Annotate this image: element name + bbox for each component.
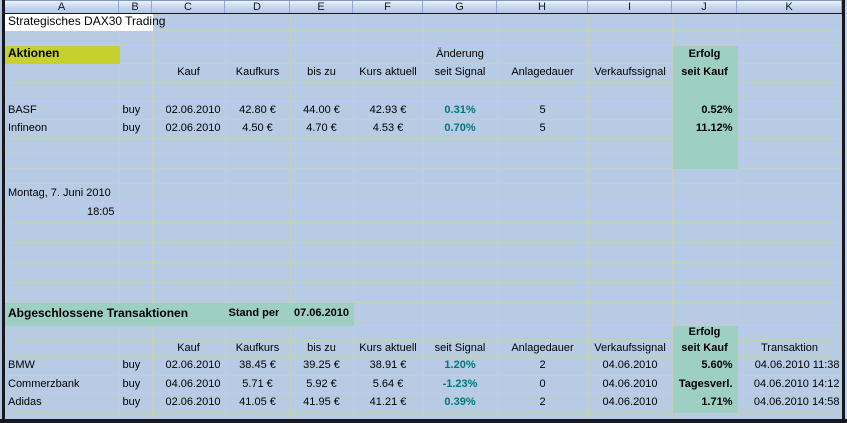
cell-empty[interactable]: [588, 203, 672, 222]
cell-empty[interactable]: [225, 242, 290, 262]
cell-empty[interactable]: [353, 153, 423, 168]
time-row: [5, 203, 842, 222]
cell-empty[interactable]: [353, 168, 423, 183]
cell-empty[interactable]: [152, 325, 225, 340]
cell-empty[interactable]: [152, 412, 225, 419]
table-row-bmw: [5, 356, 842, 375]
table-row-infineon: [5, 119, 842, 138]
cell-bis-zu[interactable]: 41.95 €: [290, 393, 353, 412]
cell-empty[interactable]: [497, 183, 588, 203]
cell-empty[interactable]: [353, 222, 423, 242]
cell-empty[interactable]: [152, 168, 225, 183]
cell-empty[interactable]: [290, 30, 353, 45]
cell-empty[interactable]: [423, 138, 497, 153]
header-anlagedauer[interactable]: Anlagedauer: [497, 63, 588, 82]
cell-kaufkurs[interactable]: 38.45 €: [225, 356, 290, 375]
cell-empty[interactable]: [152, 282, 225, 302]
cell-empty[interactable]: [290, 168, 353, 183]
cell-empty[interactable]: [225, 325, 290, 340]
header-erfolg[interactable]: Erfolg: [672, 45, 737, 63]
cell-stock-name[interactable]: Adidas: [5, 393, 119, 412]
column-header-f[interactable]: F: [353, 1, 423, 13]
row-header-border: [2, 0, 5, 422]
cell-kaufkurs[interactable]: 41.05 €: [225, 393, 290, 412]
cell-empty[interactable]: [225, 412, 290, 419]
cell-erfolg[interactable]: 11.12%: [672, 119, 737, 138]
cell-bis-zu[interactable]: 39.25 €: [290, 356, 353, 375]
cell-empty[interactable]: [225, 153, 290, 168]
cell-empty[interactable]: [119, 325, 152, 340]
cell-kurs-aktuell[interactable]: 4.53 €: [353, 119, 423, 138]
cell-erfolg[interactable]: 0.52%: [672, 101, 737, 119]
cell-empty[interactable]: [497, 412, 588, 419]
cell-current-date[interactable]: Montag, 7. Juni 2010: [5, 183, 119, 203]
cell-empty[interactable]: [737, 183, 842, 203]
column-header-a[interactable]: A: [5, 1, 119, 13]
cell-empty[interactable]: [5, 325, 119, 340]
cell-empty[interactable]: [119, 203, 152, 222]
cell-empty[interactable]: [423, 242, 497, 262]
cell-empty[interactable]: [588, 412, 672, 419]
sheet-bottom-border: [0, 419, 847, 423]
cell-empty[interactable]: [225, 45, 290, 63]
cell-empty[interactable]: [290, 183, 353, 203]
cell-kurs-aktuell[interactable]: 41.21 €: [353, 393, 423, 412]
cell-empty[interactable]: [423, 302, 497, 325]
cell-empty[interactable]: [672, 302, 737, 325]
date-row: [5, 183, 842, 203]
header-bis-zu[interactable]: bis zu: [290, 63, 353, 82]
cell-empty[interactable]: [119, 242, 152, 262]
cell-empty[interactable]: [588, 153, 672, 168]
cell-empty[interactable]: [290, 282, 353, 302]
cell-anlagedauer[interactable]: 2: [497, 356, 588, 375]
cell-empty[interactable]: [737, 203, 842, 222]
cell-empty[interactable]: [225, 82, 290, 101]
cell-empty[interactable]: [225, 30, 290, 45]
cell-empty[interactable]: [497, 168, 588, 183]
header-kurs-aktuell[interactable]: Kurs aktuell: [353, 340, 423, 356]
cell-empty[interactable]: [423, 222, 497, 242]
cell-empty[interactable]: [497, 14, 588, 30]
cell-empty[interactable]: [290, 242, 353, 262]
table-row-basf: [5, 101, 842, 119]
cell-empty[interactable]: [290, 412, 353, 419]
cell-kurs-aktuell[interactable]: 38.91 €: [353, 356, 423, 375]
cell-empty[interactable]: [152, 45, 225, 63]
cell-empty[interactable]: [353, 325, 423, 340]
cell-empty[interactable]: [119, 222, 152, 242]
cell-empty[interactable]: [672, 30, 737, 45]
cell-empty[interactable]: [119, 45, 152, 63]
cell-empty[interactable]: [119, 138, 152, 153]
cell-empty[interactable]: [672, 282, 737, 302]
cell-empty[interactable]: [119, 82, 152, 101]
cell-empty[interactable]: [672, 183, 737, 203]
section1-label[interactable]: Aktionen: [5, 45, 119, 63]
header-anlagedauer[interactable]: Anlagedauer: [497, 340, 588, 356]
cell-empty[interactable]: [423, 412, 497, 419]
cell-empty[interactable]: [497, 153, 588, 168]
cell-empty[interactable]: [588, 242, 672, 262]
cell-seit-signal[interactable]: 0.70%: [423, 119, 497, 138]
section1-header-row-2: [5, 63, 842, 82]
cell-empty[interactable]: [5, 153, 119, 168]
cell-empty[interactable]: [737, 101, 842, 119]
cell-empty[interactable]: [225, 168, 290, 183]
cell-anlagedauer[interactable]: 5: [497, 119, 588, 138]
cell-empty[interactable]: [588, 30, 672, 45]
cell-empty[interactable]: [737, 412, 842, 419]
cell-empty[interactable]: [588, 82, 672, 101]
cell-verkaufssignal[interactable]: [588, 101, 672, 119]
empty-row: [5, 138, 842, 153]
cell-empty[interactable]: [152, 203, 225, 222]
cell-empty[interactable]: [497, 45, 588, 63]
cell-empty[interactable]: [119, 63, 152, 82]
cell-empty[interactable]: [152, 222, 225, 242]
cell-empty[interactable]: [5, 412, 119, 419]
cell-empty[interactable]: [737, 325, 842, 340]
cell-empty[interactable]: [290, 82, 353, 101]
cell-action[interactable]: buy: [119, 393, 152, 412]
cell-empty[interactable]: [497, 138, 588, 153]
cell-verkaufssignal[interactable]: 04.06.2010: [588, 393, 672, 412]
cell-verkaufssignal[interactable]: 04.06.2010: [588, 375, 672, 393]
column-header-h[interactable]: H: [497, 1, 588, 13]
cell-kaufkurs[interactable]: 5.71 €: [225, 375, 290, 393]
cell-empty[interactable]: [672, 242, 737, 262]
cell-empty[interactable]: [5, 63, 119, 82]
stand-per-label[interactable]: Stand per: [225, 302, 290, 325]
cell-kauf-date[interactable]: 02.06.2010: [152, 356, 225, 375]
cell-action[interactable]: buy: [119, 119, 152, 138]
cell-empty[interactable]: [353, 282, 423, 302]
header-kauf[interactable]: Kauf: [152, 63, 225, 82]
cell-empty[interactable]: [119, 340, 152, 356]
empty-row: [5, 262, 842, 282]
cell-empty[interactable]: [672, 168, 737, 183]
cell-empty[interactable]: [497, 82, 588, 101]
cell-empty[interactable]: [423, 82, 497, 101]
cell-empty[interactable]: [353, 30, 423, 45]
cell-empty[interactable]: [290, 222, 353, 242]
cell-kaufkurs[interactable]: 4.50 €: [225, 119, 290, 138]
cell-empty[interactable]: [290, 14, 353, 30]
header-kurs-aktuell[interactable]: Kurs aktuell: [353, 63, 423, 82]
cell-empty[interactable]: [588, 262, 672, 282]
cell-empty[interactable]: [672, 14, 737, 30]
cell-empty[interactable]: [737, 82, 842, 101]
cell-empty[interactable]: [290, 325, 353, 340]
section1-header-row-1: [5, 45, 842, 63]
cell-empty[interactable]: [497, 222, 588, 242]
cell-empty[interactable]: [5, 168, 119, 183]
cell-empty[interactable]: [5, 82, 119, 101]
cell-stock-name[interactable]: BASF: [5, 101, 119, 119]
cell-transaktion[interactable]: 04.06.2010 14:58: [737, 393, 842, 412]
cell-empty[interactable]: [290, 203, 353, 222]
cell-action[interactable]: buy: [119, 101, 152, 119]
cell-kauf-date[interactable]: 02.06.2010: [152, 101, 225, 119]
column-header-d[interactable]: D: [225, 1, 290, 13]
header-seit-kauf[interactable]: seit Kauf: [672, 340, 737, 356]
cell-empty[interactable]: [737, 14, 842, 30]
cell-kurs-aktuell[interactable]: 5.64 €: [353, 375, 423, 393]
cell-empty[interactable]: [672, 262, 737, 282]
column-header-k[interactable]: K: [737, 1, 842, 13]
empty-row: [5, 412, 842, 419]
cell-seit-signal[interactable]: 1.20%: [423, 356, 497, 375]
cell-empty[interactable]: [672, 222, 737, 242]
cell-empty[interactable]: [588, 138, 672, 153]
cell-empty[interactable]: [353, 14, 423, 30]
cell-empty[interactable]: [588, 45, 672, 63]
cell-kauf-date[interactable]: 02.06.2010: [152, 119, 225, 138]
cell-empty[interactable]: [672, 412, 737, 419]
cell-empty[interactable]: [737, 222, 842, 242]
cell-erfolg[interactable]: 5.60%: [672, 356, 737, 375]
cell-verkaufssignal[interactable]: 04.06.2010: [588, 356, 672, 375]
cell-empty[interactable]: [152, 183, 225, 203]
cell-stock-name[interactable]: Commerzbank: [5, 375, 119, 393]
cell-bis-zu[interactable]: 44.00 €: [290, 101, 353, 119]
cell-empty[interactable]: [225, 262, 290, 282]
empty-row: [5, 222, 842, 242]
cell-stock-name[interactable]: BMW: [5, 356, 119, 375]
cell-transaktion[interactable]: 04.06.2010 14:12: [737, 375, 842, 393]
cell-empty[interactable]: [152, 242, 225, 262]
cell-empty[interactable]: [152, 30, 225, 45]
cell-empty[interactable]: [290, 138, 353, 153]
cell-empty[interactable]: [353, 203, 423, 222]
cell-kaufkurs[interactable]: 42.80 €: [225, 101, 290, 119]
cell-anlagedauer[interactable]: 2: [497, 393, 588, 412]
cell-stock-name[interactable]: Infineon: [5, 119, 119, 138]
cell-empty[interactable]: [353, 412, 423, 419]
cell-empty[interactable]: [737, 302, 842, 325]
cell-empty[interactable]: [497, 242, 588, 262]
header-seit-signal[interactable]: seit Signal: [423, 63, 497, 82]
column-headers: [5, 0, 842, 14]
cell-empty[interactable]: [225, 183, 290, 203]
empty-row: [5, 30, 842, 45]
cell-bis-zu[interactable]: 5.92 €: [290, 375, 353, 393]
cell-empty[interactable]: [5, 138, 119, 153]
cell-empty[interactable]: [672, 138, 737, 153]
header-transaktion[interactable]: Transaktion: [737, 340, 842, 356]
title-row: [5, 14, 842, 30]
cell-empty[interactable]: [497, 30, 588, 45]
cell-empty[interactable]: [152, 138, 225, 153]
cell-empty[interactable]: [423, 153, 497, 168]
cell-empty[interactable]: [737, 63, 842, 82]
cell-empty[interactable]: [5, 242, 119, 262]
cell-empty[interactable]: [290, 153, 353, 168]
column-header-g[interactable]: G: [423, 1, 497, 13]
section2-label[interactable]: Abgeschlossene Transaktionen: [5, 302, 225, 325]
column-header-i[interactable]: I: [588, 1, 672, 13]
empty-row: [5, 282, 842, 302]
cell-transaktion[interactable]: 04.06.2010 11:38: [737, 356, 842, 375]
table-row-commerzbank: [5, 375, 842, 393]
cell-empty[interactable]: [5, 340, 119, 356]
table-row-adidas: [5, 393, 842, 412]
header-erfolg[interactable]: Erfolg: [672, 325, 737, 340]
cell-empty[interactable]: [737, 262, 842, 282]
sheet-title[interactable]: Strategisches DAX30 Trading: [5, 14, 152, 30]
section2-header-row-2: [5, 340, 842, 356]
empty-row: [5, 153, 842, 168]
sheet-grid: [5, 14, 843, 420]
cell-empty[interactable]: [588, 302, 672, 325]
cell-empty[interactable]: [5, 30, 119, 45]
cell-empty[interactable]: [497, 302, 588, 325]
cell-anlagedauer[interactable]: 0: [497, 375, 588, 393]
section2-title-row: [5, 302, 842, 325]
cell-empty[interactable]: [423, 14, 497, 30]
cell-erfolg[interactable]: 1.71%: [672, 393, 737, 412]
cell-empty[interactable]: [497, 325, 588, 340]
cell-empty[interactable]: [737, 242, 842, 262]
cell-erfolg[interactable]: Tagesverl.: [672, 375, 737, 393]
cell-empty[interactable]: [497, 203, 588, 222]
cell-empty[interactable]: [353, 302, 423, 325]
header-kaufkurs[interactable]: Kaufkurs: [225, 340, 290, 356]
cell-empty[interactable]: [5, 222, 119, 242]
cell-empty[interactable]: [588, 222, 672, 242]
cell-empty[interactable]: [737, 30, 842, 45]
cell-empty[interactable]: [737, 45, 842, 63]
empty-row: [5, 82, 842, 101]
cell-empty[interactable]: [353, 242, 423, 262]
cell-empty[interactable]: [353, 138, 423, 153]
cell-empty[interactable]: [119, 282, 152, 302]
cell-empty[interactable]: [588, 14, 672, 30]
cell-action[interactable]: buy: [119, 356, 152, 375]
cell-empty[interactable]: [672, 203, 737, 222]
cell-empty[interactable]: [353, 45, 423, 63]
cell-empty[interactable]: [353, 183, 423, 203]
cell-empty[interactable]: [290, 45, 353, 63]
cell-empty[interactable]: [588, 325, 672, 340]
cell-bis-zu[interactable]: 4.70 €: [290, 119, 353, 138]
cell-empty[interactable]: [588, 183, 672, 203]
cell-empty[interactable]: [423, 203, 497, 222]
cell-empty[interactable]: [737, 153, 842, 168]
column-header-c[interactable]: C: [152, 1, 225, 13]
cell-empty[interactable]: [152, 262, 225, 282]
cell-empty[interactable]: [5, 262, 119, 282]
cell-empty[interactable]: [225, 203, 290, 222]
cell-seit-signal[interactable]: 0.39%: [423, 393, 497, 412]
cell-empty[interactable]: [497, 262, 588, 282]
stand-per-date[interactable]: 07.06.2010: [290, 302, 353, 325]
header-verkaufssignal[interactable]: Verkaufssignal: [588, 63, 672, 82]
header-seit-kauf[interactable]: seit Kauf: [672, 63, 737, 82]
cell-kauf-date[interactable]: 02.06.2010: [152, 393, 225, 412]
cell-empty[interactable]: [497, 282, 588, 302]
column-header-e[interactable]: E: [290, 1, 353, 13]
cell-empty[interactable]: [737, 282, 842, 302]
cell-empty[interactable]: [737, 119, 842, 138]
cell-anlagedauer[interactable]: 5: [497, 101, 588, 119]
cell-empty[interactable]: [423, 325, 497, 340]
cell-empty[interactable]: [225, 14, 290, 30]
cell-kurs-aktuell[interactable]: 42.93 €: [353, 101, 423, 119]
cell-seit-signal[interactable]: -1.23%: [423, 375, 497, 393]
cell-empty[interactable]: [737, 168, 842, 183]
header-kaufkurs[interactable]: Kaufkurs: [225, 63, 290, 82]
cell-empty[interactable]: [119, 30, 152, 45]
column-header-b[interactable]: B: [119, 1, 152, 13]
cell-action[interactable]: buy: [119, 375, 152, 393]
cell-verkaufssignal[interactable]: [588, 119, 672, 138]
cell-empty[interactable]: [119, 183, 152, 203]
cell-current-time[interactable]: 18:05: [5, 203, 119, 222]
cell-empty[interactable]: [353, 262, 423, 282]
cell-empty[interactable]: [119, 168, 152, 183]
header-verkaufssignal[interactable]: Verkaufssignal: [588, 340, 672, 356]
header-kauf[interactable]: Kauf: [152, 340, 225, 356]
empty-row: [5, 242, 842, 262]
cell-empty[interactable]: [225, 138, 290, 153]
cell-empty[interactable]: [119, 262, 152, 282]
header-aenderung[interactable]: Änderung: [423, 45, 497, 63]
cell-empty[interactable]: [423, 30, 497, 45]
section2-header-row-1: [5, 325, 842, 340]
cell-empty[interactable]: [152, 153, 225, 168]
cell-empty[interactable]: [290, 262, 353, 282]
cell-empty[interactable]: [152, 82, 225, 101]
empty-row: [5, 168, 842, 183]
header-seit-signal[interactable]: seit Signal: [423, 340, 497, 356]
header-bis-zu[interactable]: bis zu: [290, 340, 353, 356]
cell-empty[interactable]: [353, 82, 423, 101]
cell-empty[interactable]: [672, 82, 737, 101]
cell-empty[interactable]: [588, 282, 672, 302]
cell-empty[interactable]: [225, 222, 290, 242]
cell-empty[interactable]: [119, 153, 152, 168]
cell-kauf-date[interactable]: 04.06.2010: [152, 375, 225, 393]
column-header-j[interactable]: J: [672, 1, 737, 13]
cell-empty[interactable]: [737, 138, 842, 153]
cell-empty[interactable]: [119, 412, 152, 419]
cell-empty[interactable]: [423, 183, 497, 203]
cell-empty[interactable]: [225, 282, 290, 302]
cell-empty[interactable]: [423, 262, 497, 282]
cell-seit-signal[interactable]: 0.31%: [423, 101, 497, 119]
cell-empty[interactable]: [423, 282, 497, 302]
cell-empty[interactable]: [672, 153, 737, 168]
cell-empty[interactable]: [5, 282, 119, 302]
cell-empty[interactable]: [588, 168, 672, 183]
cell-empty[interactable]: [423, 168, 497, 183]
